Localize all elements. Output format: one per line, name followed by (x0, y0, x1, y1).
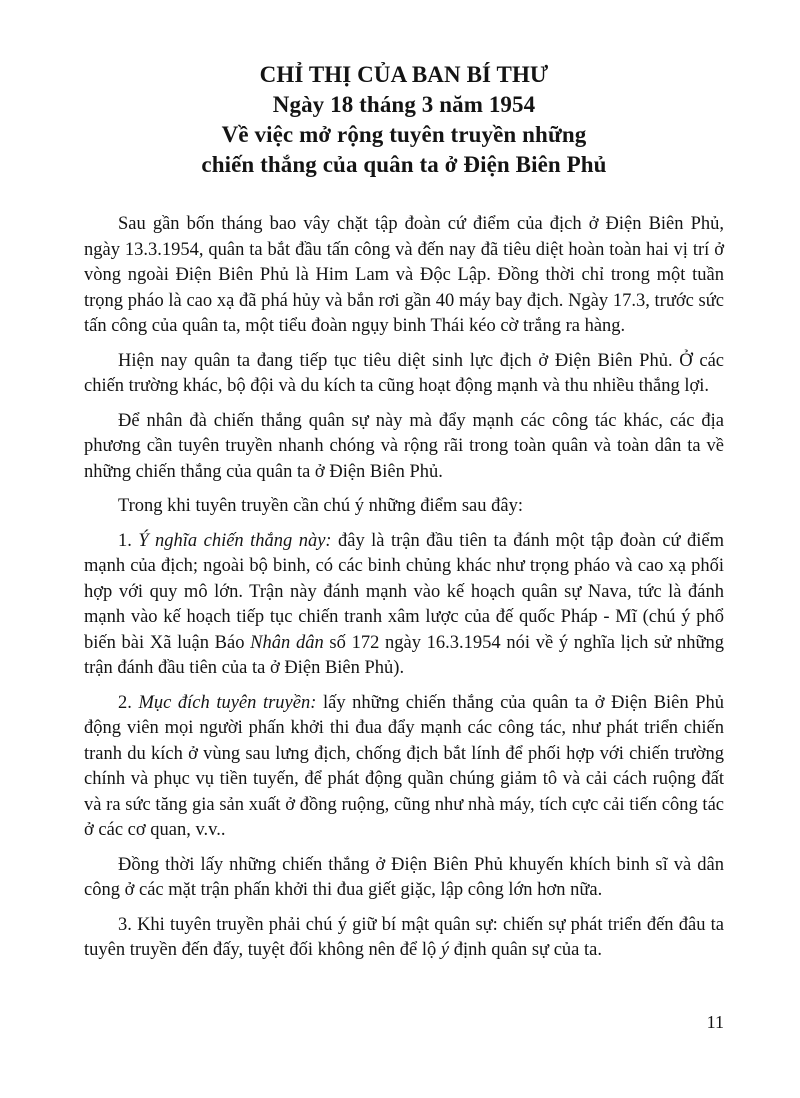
paragraph-4: Trong khi tuyên truyền cần chú ý những điểm sau đây: (118, 496, 523, 516)
item-text: lấy những chiến thắng của quân ta ở Điện Biên Phủ động viên mọi người phấn khởi thi đua đẩy mạnh các công tác, như phát triển chiến tranh du kích ở vùng sau lưng địch, chống địch bắt lính để phối hợp với chiến trường chính và phục vụ tiền tuyến, để phát động quần chúng giảm tô và cải cách ruộng đất và ra sức tăng gia sản xuất ở đồng ruộng, cũng như nhà máy, tích cực cải tiến công tác ở các cơ quan, v.v.. (84, 692, 725, 840)
item-heading: Ý nghĩa chiến thắng này: (138, 530, 332, 551)
title-line-2: Ngày 18 tháng 3 năm 1954 (272, 92, 536, 117)
paragraph-8 (84, 913, 724, 964)
paragraph-5 (84, 529, 724, 682)
title-line-4: chiến thắng của quân ta ở Điện Biên Phủ (201, 152, 607, 177)
document-page (84, 60, 724, 973)
paragraph-3: Để nhân đà chiến thắng quân sự này mà đẩy mạnh các công tác khác, các địa phương cần tuyên truyền nhanh chóng và rộng rãi trong toàn quân và toàn dân ta về những chiến thắng của quân ta ở Điện Biên Phủ. (84, 410, 724, 482)
newspaper-name: Nhân dân (250, 632, 324, 653)
item-text: định quân sự của ta. (449, 940, 602, 960)
paragraph-6 (84, 691, 724, 844)
title-line-3: Về việc mở rộng tuyên truyền những (221, 122, 587, 147)
item-text: số 172 ngày 16.3.1954 nói về ý nghĩa lịch sử những trận đánh đầu tiên của ta ở Điện Biên Phủ). (84, 632, 724, 678)
title-line-1: CHỈ THỊ CỦA BAN BÍ THƯ (259, 62, 549, 87)
page-number: 11 (706, 1012, 724, 1032)
item-text: 3. Khi tuyên truyền phải chú ý giữ bí mật quân sự: chiến sự phát triển đến đâu ta tuyên truyền đến đấy, tuyệt đối không nên để lộ (84, 914, 724, 960)
emphasis-word: ý (440, 940, 450, 960)
item-text: đây là trận đầu tiên ta đánh một tập đoàn cứ điểm mạnh của địch; ngoài bộ binh, có các binh chủng khác như trọng pháo và cao xạ phối hợp với quy mô lớn. Trận này đánh mạnh vào kế hoạch quân sự Nava, tức là đánh mạnh vào kế hoạch tiếp tục chiến tranh xâm lược của đế quốc Pháp - Mĩ (chú ý phổ biến bài Xã luận Báo (84, 530, 724, 653)
document-body (84, 212, 724, 964)
item-number: 1. (118, 530, 139, 551)
paragraph-7: Đồng thời lấy những chiến thắng ở Điện Biên Phủ khuyến khích binh sĩ và dân công ở các mặt trận phấn khởi thi đua giết giặc, lập công lớn hơn nữa. (84, 854, 724, 900)
paragraph-2: Hiện nay quân ta đang tiếp tục tiêu diệt sinh lực địch ở Điện Biên Phủ. Ở các chiến trường khác, bộ đội và du kích ta cũng hoạt động mạnh và thu nhiều thắng lợi. (84, 350, 724, 396)
document-title (84, 60, 724, 180)
item-number: 2. (118, 692, 139, 713)
item-heading: Mục đích tuyên truyền: (138, 692, 317, 713)
paragraph-1: Sau gần bốn tháng bao vây chặt tập đoàn cứ điểm của địch ở Điện Biên Phủ, ngày 13.3.1954, quân ta bắt đầu tấn công và đến nay đã tiêu diệt hoàn toàn hai vị trí ở vòng ngoài Điện Biên Phủ là Him Lam và Độc Lập. Đồng thời chỉ trong một tuần trọng pháo là cao xạ đã phá hủy và bắn rơi gần 40 máy bay địch. Ngày 17.3, trước sức tấn công của quân ta, một tiểu đoàn ngụy binh Thái kéo cờ trắng ra hàng. (84, 214, 724, 336)
